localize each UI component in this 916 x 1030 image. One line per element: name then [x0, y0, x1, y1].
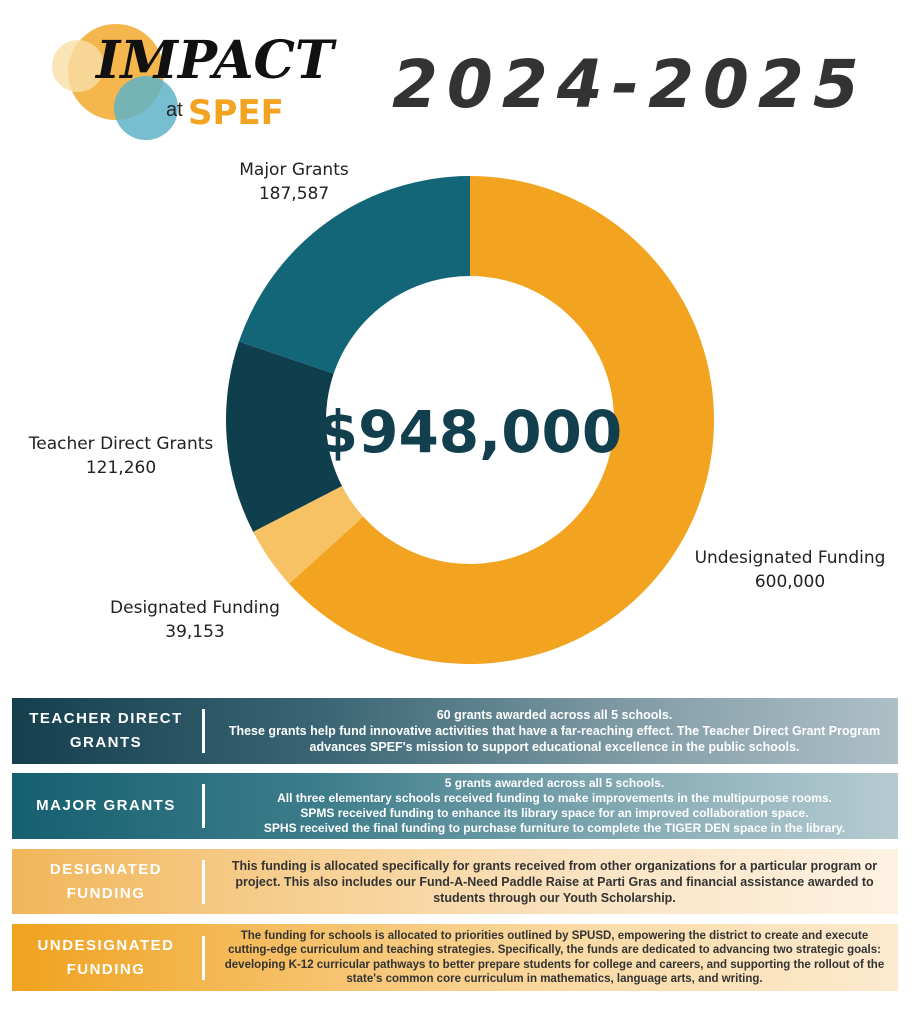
band-text-line: These grants help fund innovative activities that have a far-reaching effect. The Teacher Direct Grant Program advances SPEF's mission to support educational excellence in the public schools. [228, 724, 881, 754]
label-undesignated-funding [688, 546, 892, 594]
band-heading-line: FUNDING [66, 884, 146, 902]
band-major-grants-heading [12, 794, 200, 818]
band-designated-funding-text [211, 858, 898, 906]
band-text-line: 60 grants awarded across all 5 schools. [436, 708, 673, 722]
logo-spef-text: SPEF [188, 93, 284, 133]
label-designated-funding-value: 39,153 [165, 622, 225, 642]
label-undesignated-funding-name: Undesignated Funding [694, 548, 886, 568]
band-text-line: 5 grants awarded across all 5 schools. [444, 776, 665, 790]
band-undesignated-funding-heading [12, 934, 200, 982]
logo-at-text: at [166, 99, 183, 121]
band-undesignated-funding [12, 924, 898, 991]
band-text-line: SPMS received funding to enhance its library space for an improved collaboration space. [300, 806, 809, 820]
band-divider [202, 936, 205, 980]
label-major-grants-name: Major Grants [239, 160, 349, 180]
band-heading-line: MAJOR GRANTS [36, 797, 176, 814]
band-text-line: SPHS received the final funding to purchase furniture to complete the TIGER DEN space in the library. [263, 821, 846, 835]
band-major-grants-text [211, 776, 898, 836]
label-teacher-direct-grants-value: 121,260 [85, 458, 157, 478]
label-designated-funding [100, 596, 290, 644]
label-major-grants-value: 187,587 [258, 184, 330, 204]
band-text-line: The funding for schools is allocated to priorities outlined by SPUSD, empowering the district to create and execute cutting-edge curriculum and teaching strategies. Specifically, the funds are dedicated to advancing two strategic goals: developing K-12 curricular pathways to better prepare students for college and careers, and supporting the rollout of the state's common core curriculum in mathematics, language arts, and writing. [224, 929, 885, 985]
band-heading-line: TEACHER DIRECT [29, 710, 183, 727]
band-teacher-direct-grants-text [211, 707, 898, 755]
logo-impact-text: IMPACT [96, 30, 334, 91]
band-designated-funding [12, 849, 898, 914]
label-teacher-direct-grants [16, 432, 226, 480]
band-teacher-direct-grants [12, 698, 898, 764]
band-divider [202, 709, 205, 753]
band-major-grants [12, 773, 898, 839]
label-undesignated-funding-value: 600,000 [754, 572, 826, 592]
year-title: 2024-2025 [392, 46, 868, 123]
total-amount: $948,000 [317, 398, 623, 466]
band-undesignated-funding-text [211, 929, 898, 987]
band-heading-line: GRANTS [69, 734, 143, 751]
band-designated-funding-heading [12, 858, 200, 906]
label-teacher-direct-grants-name: Teacher Direct Grants [28, 434, 214, 454]
band-heading-line: DESIGNATED [49, 860, 163, 878]
label-major-grants [214, 158, 374, 206]
band-heading-line: FUNDING [66, 960, 146, 978]
band-divider [202, 860, 205, 904]
impact-spef-logo [48, 20, 378, 150]
band-teacher-direct-grants-heading [12, 707, 200, 755]
band-heading-line: UNDESIGNATED [37, 936, 175, 954]
band-divider [202, 784, 205, 828]
label-designated-funding-name: Designated Funding [110, 598, 280, 618]
band-text-line: This funding is allocated specifically for grants received from other organizations for a particular program or project. This also includes our Fund-A-Need Paddle Raise at Parti Gras and financial assistance awarded to students through our Youth Scholarship. [231, 858, 878, 905]
band-text-line: All three elementary schools received funding to make improvements in the multipurpose rooms. [277, 791, 832, 805]
